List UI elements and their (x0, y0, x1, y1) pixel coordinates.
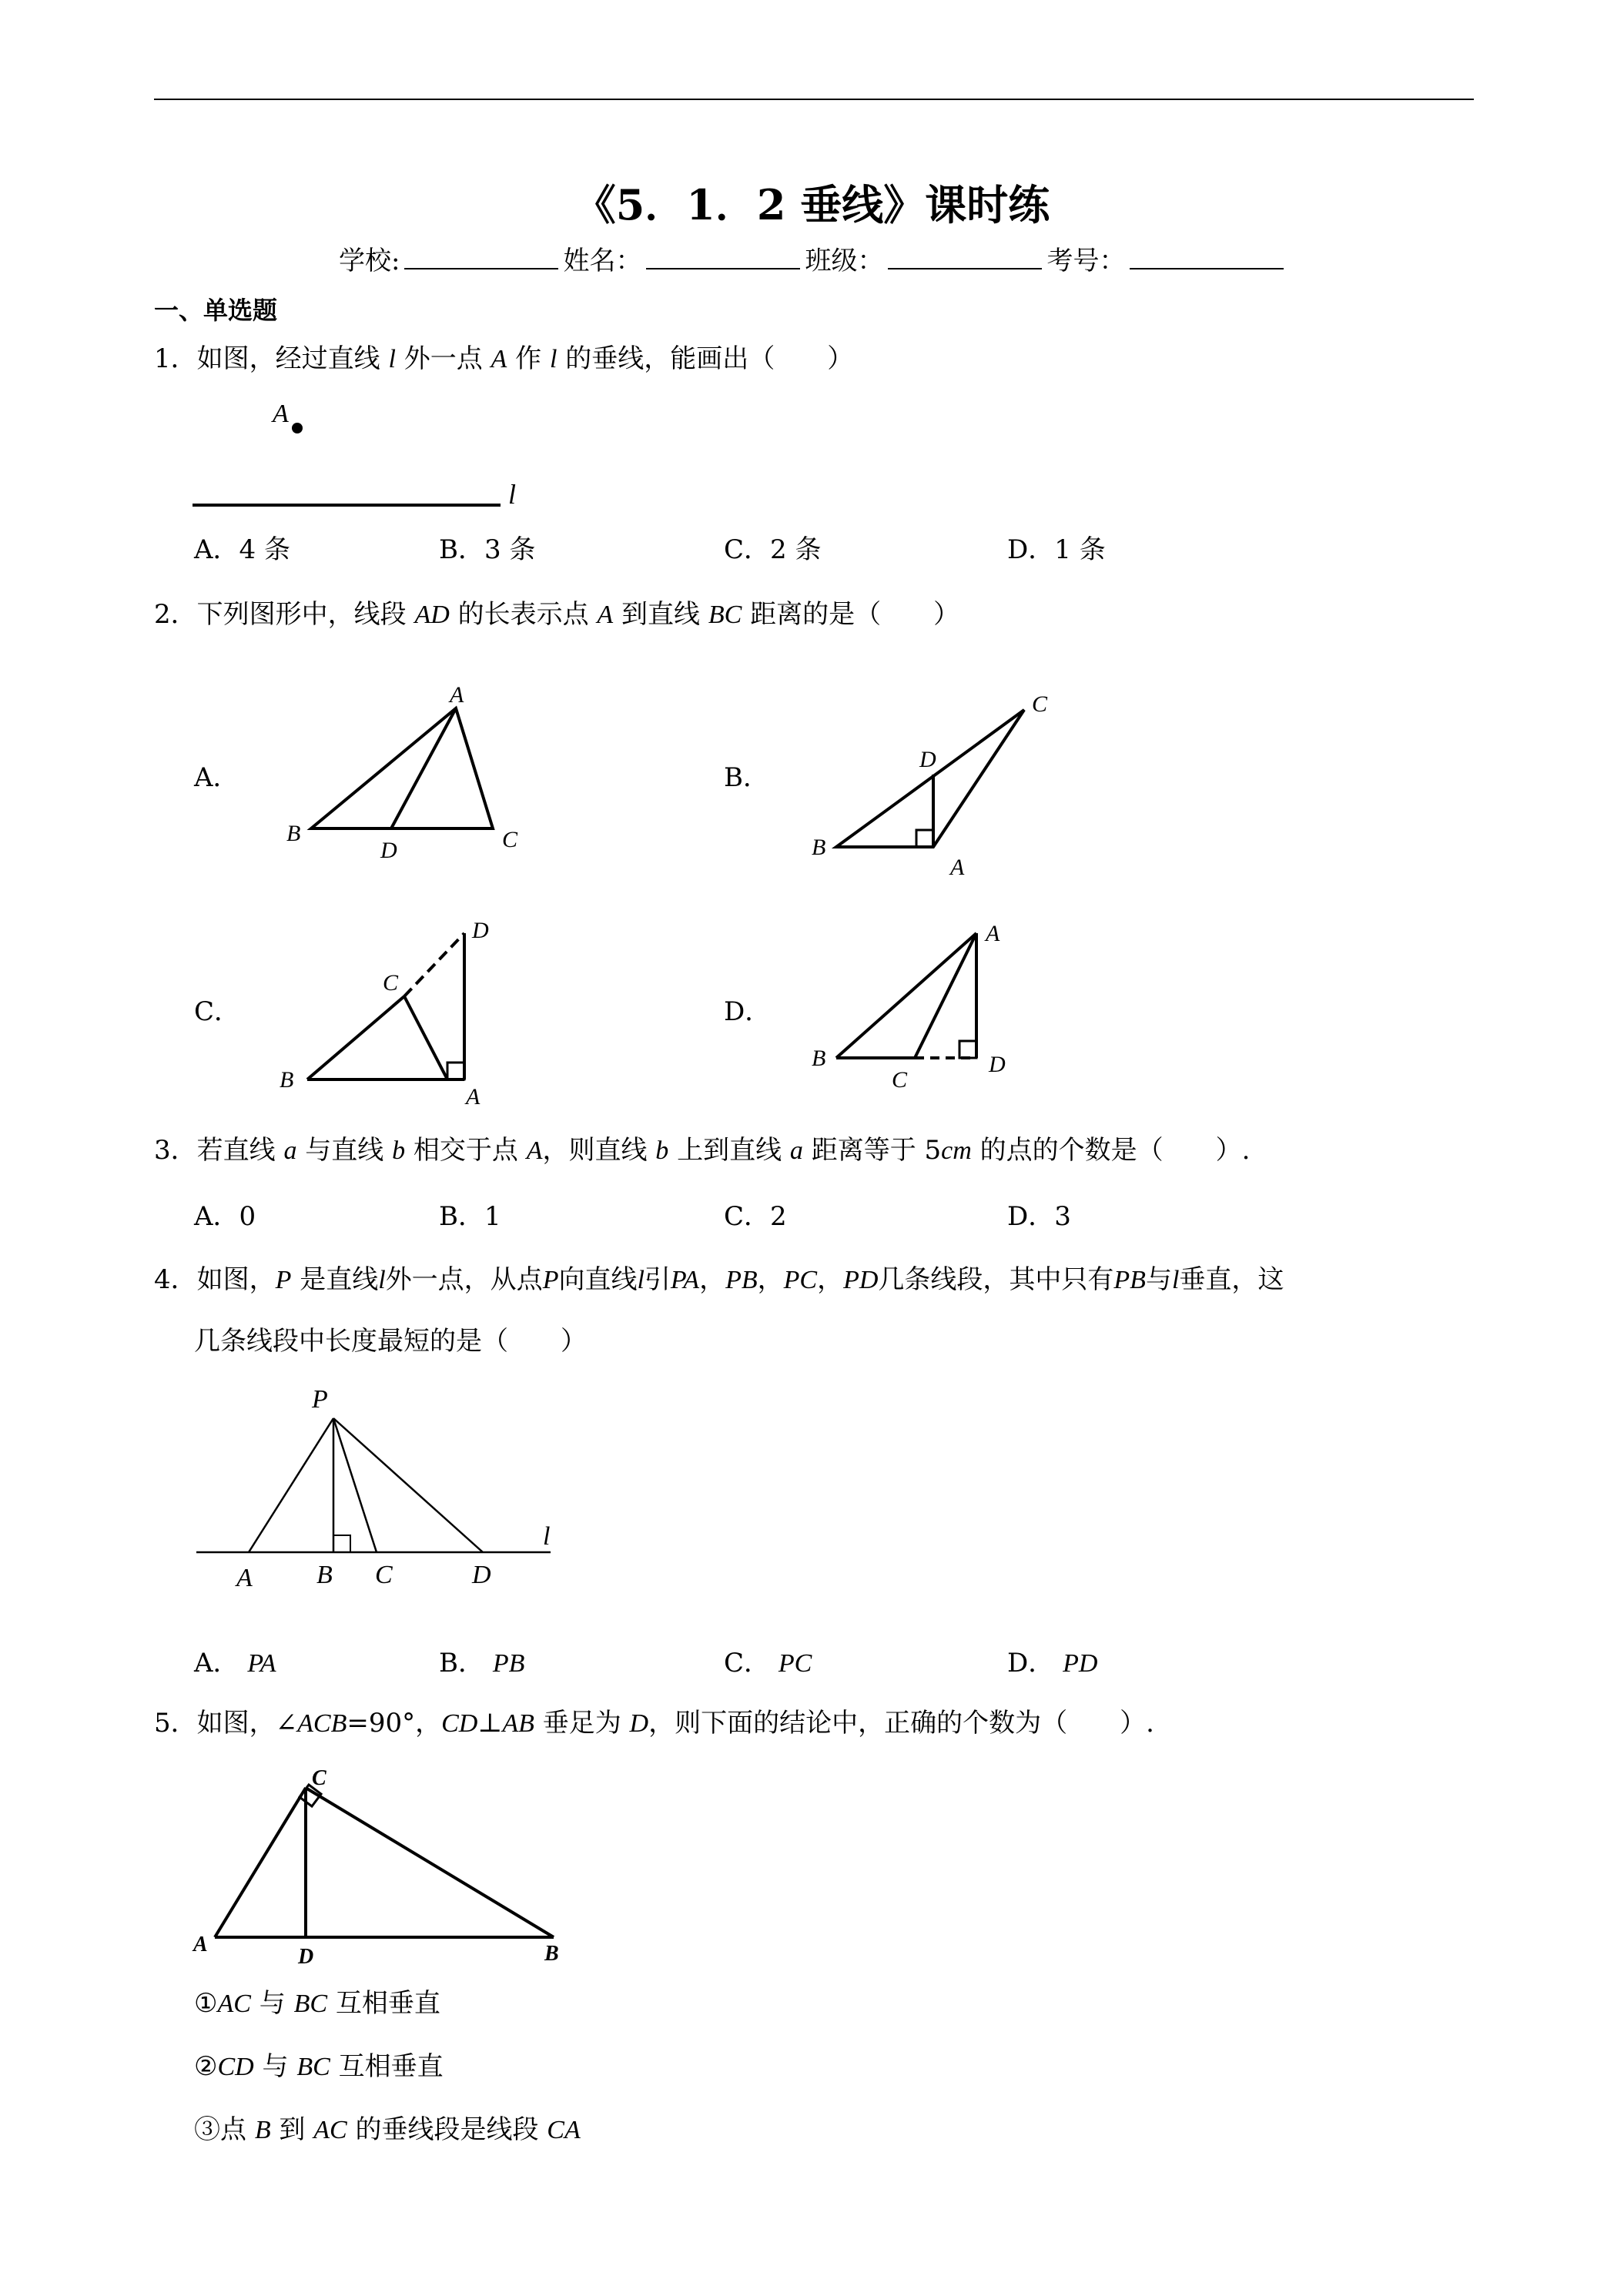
q3-t1: 若直线 (196, 1135, 284, 1166)
q5-s1-t2: 互相垂直 (327, 1988, 440, 2019)
q4-v2: l (378, 1266, 386, 1294)
q3-t3: 相交于点 (405, 1135, 527, 1166)
q1-figure (185, 393, 539, 516)
class-label: 班级： (805, 246, 884, 276)
q5-v3: AB (502, 1709, 534, 1738)
q4-option-d[interactable] (1007, 1648, 1097, 1679)
q2c-label-b: B (280, 1067, 294, 1093)
q5-label-d: D (298, 1945, 314, 1969)
q2b-label-a: A (950, 855, 965, 880)
q5-v1: ACB (297, 1709, 347, 1738)
q5-t2: =90°， (347, 1708, 442, 1739)
header-rule (154, 99, 1474, 100)
q5-s2-v1: CD (217, 2053, 254, 2081)
q1-v2: A (491, 345, 507, 373)
q4-label-l: l (543, 1522, 551, 1551)
q4-figure (189, 1378, 566, 1609)
q5-label-c: C (312, 1766, 326, 1790)
q4-t11: 垂直，这 (1179, 1264, 1284, 1295)
q4-t4: 向直线 (558, 1264, 638, 1295)
q5-v2: CD (441, 1709, 478, 1738)
q4-v5: PA (670, 1266, 700, 1294)
q4-option-b[interactable] (439, 1648, 524, 1679)
q1-v1: l (388, 345, 396, 373)
q4-t10: 与 (1145, 1264, 1172, 1295)
q5-s2-v2: BC (296, 2053, 330, 2081)
q5-s2-t1: 与 (253, 2051, 297, 2082)
q5-side-ac (215, 1788, 306, 1937)
q5-t4: 垂足为 (534, 1708, 630, 1739)
q4-right-angle (333, 1535, 350, 1552)
q4-label-p: P (312, 1385, 328, 1414)
q4-segment-pa (249, 1418, 333, 1552)
q2-v1: AD (414, 601, 450, 629)
section-heading: 一、单选题 (154, 296, 278, 325)
school-blank[interactable] (404, 245, 558, 269)
q4-option-a[interactable] (194, 1648, 276, 1679)
q2a-label-b: B (286, 821, 301, 846)
q2b-label-b: B (812, 835, 826, 860)
q2c-segment-ca (404, 996, 447, 1079)
q4-label-b: B (316, 1561, 333, 1589)
q2-option-b[interactable]: B． (724, 762, 769, 793)
school-label: 学校: (339, 246, 400, 276)
q1-t2: 外一点 (395, 343, 491, 374)
q1-line-l-label: l (508, 479, 517, 510)
class-blank[interactable] (888, 245, 1042, 269)
q5-s1-v2: BC (293, 1990, 328, 2018)
q2-option-a[interactable]: A． (194, 762, 239, 793)
q4-v8: PD (843, 1266, 879, 1294)
q4-option-c[interactable] (724, 1648, 812, 1679)
q3-t5: 上到直线 (668, 1135, 790, 1166)
q4-option-b-value: PB (492, 1649, 525, 1678)
q5-s3-v1: B (254, 2116, 271, 2144)
name-blank[interactable] (646, 245, 800, 269)
q4-option-a-value: PA (247, 1649, 276, 1678)
q4-label-a: A (236, 1564, 253, 1592)
q4-v1: P (275, 1266, 292, 1294)
q2d-label-a: A (986, 921, 1000, 946)
q4-t2: 是直线 (291, 1264, 379, 1295)
student-info-line (339, 245, 1288, 276)
q5-s3-v2: AC (313, 2116, 347, 2144)
q5-s3-v3: CA (547, 2116, 581, 2144)
q4-t7: ， (757, 1264, 784, 1295)
q4-t3: 外一点，从点 (385, 1264, 543, 1295)
q5-s3-mark: ③ (194, 2114, 220, 2145)
page-title: 《5．1．2 垂线》课时练 (574, 180, 1050, 229)
q4-text-line2: 几条线段中长度最短的是（ ） (194, 1326, 587, 1357)
q5-label-b: B (544, 1942, 559, 1966)
q5-t3: ⊥ (477, 1708, 503, 1739)
q2-t3: 到直线 (613, 599, 708, 630)
q5-statement-3 (194, 2114, 581, 2146)
q3-option-a[interactable]: A．0 (194, 1201, 256, 1232)
q4-v4: l (637, 1266, 645, 1294)
q4-v6: PB (725, 1266, 758, 1294)
q5-statement-1 (194, 1988, 440, 2020)
q4-option-c-letter: C． (724, 1648, 771, 1678)
q2d-label-c: C (892, 1067, 908, 1093)
q1-option-a[interactable]: A．4 条 (194, 534, 290, 565)
q5-side-cb (306, 1788, 554, 1937)
q2-v2: A (597, 601, 614, 629)
q2b-label-c: C (1032, 691, 1048, 717)
q1-text (154, 343, 853, 375)
q2c-label-a: A (466, 1084, 481, 1109)
q2b-triangle (836, 710, 1024, 847)
q4-option-d-letter: D． (1007, 1648, 1055, 1678)
q3-number: 3． (154, 1135, 197, 1166)
q3-v3: A (526, 1136, 543, 1165)
q2-v3: BC (708, 601, 742, 629)
q4-t8: ， (817, 1264, 844, 1295)
q5-v4: D (629, 1709, 649, 1738)
q5-number: 5． (154, 1708, 197, 1739)
q1-number: 1． (154, 343, 197, 374)
q4-option-c-value: PC (778, 1649, 812, 1678)
q3-v2: b (392, 1136, 406, 1165)
q1-v3: l (549, 345, 558, 373)
q3-v6: cm (941, 1136, 972, 1165)
q2a-label-d: D (380, 838, 397, 863)
q5-text (154, 1708, 1154, 1739)
q4-t5: 引 (644, 1264, 671, 1295)
q2-option-c[interactable]: C． (194, 996, 241, 1027)
q2c-side-bc (307, 996, 404, 1079)
q2d-label-d: D (989, 1052, 1006, 1077)
q2-figure-a (277, 678, 539, 870)
q2d-right-angle (959, 1041, 976, 1058)
q4-option-d-value: PD (1063, 1649, 1098, 1678)
q5-s3-t0: 点 (220, 2114, 255, 2145)
q2b-label-d: D (919, 747, 936, 772)
q5-statement-2 (194, 2051, 444, 2083)
q2-t2: 的长表示点 (449, 599, 598, 630)
q3-option-b[interactable]: B．1 (439, 1201, 501, 1232)
q3-option-d[interactable]: D．3 (1007, 1201, 1071, 1232)
q5-t1: 如图，∠ (196, 1708, 298, 1739)
q3-v1: a (283, 1136, 297, 1165)
q3-v5: a (789, 1136, 803, 1165)
q5-s1-t1: 与 (250, 1988, 294, 2019)
q2-option-d[interactable]: D． (724, 996, 772, 1027)
name-label: 姓名： (563, 246, 642, 276)
q3-v4: b (655, 1136, 669, 1165)
q5-figure (189, 1763, 574, 1971)
q5-t5: ，则下面的结论中，正确的个数为（ ）. (648, 1708, 1154, 1739)
q4-t9: 几条线段，其中只有 (878, 1264, 1114, 1295)
q3-option-c[interactable]: C．2 (724, 1201, 787, 1232)
q4-t6: ， (699, 1264, 726, 1295)
q4-v9: PB (1113, 1266, 1146, 1294)
q4-option-a-letter: A． (194, 1648, 239, 1678)
q2-figure-c (273, 916, 527, 1109)
q2d-label-b: B (812, 1046, 826, 1071)
q4-option-b-letter: B． (439, 1648, 484, 1678)
exam-label: 考号： (1046, 246, 1126, 276)
q1-option-d[interactable]: D．1 条 (1007, 534, 1106, 565)
q2a-label-c: C (502, 827, 518, 852)
q3-t7: 的点的个数是（ ）. (971, 1135, 1251, 1166)
q2-figure-d (801, 916, 1063, 1109)
q2c-label-c: C (383, 970, 399, 996)
q2c-dashed-cd (404, 933, 464, 996)
q2a-label-a: A (450, 682, 464, 708)
q3-t2: 与直线 (296, 1135, 393, 1166)
q4-label-c: C (375, 1561, 393, 1589)
q5-s2-t2: 互相垂直 (330, 2051, 444, 2082)
q2d-segment-ac (915, 933, 976, 1058)
q1-option-c[interactable]: C．2 条 (724, 534, 822, 565)
q2a-segment-ad (391, 708, 456, 828)
q5-s1-v1: AC (217, 1990, 251, 2018)
q2c-label-d: D (472, 918, 489, 943)
point-a-dot (292, 423, 303, 433)
q4-text-line1 (154, 1264, 1284, 1296)
exam-blank[interactable] (1130, 245, 1284, 269)
q4-v3: P (542, 1266, 559, 1294)
q4-t1: 如图， (196, 1264, 276, 1295)
q4-number: 4． (154, 1264, 197, 1295)
q2-t1: 下列图形中，线段 (196, 599, 415, 630)
q5-s2-mark: ② (194, 2051, 218, 2082)
q5-label-a: A (193, 1933, 208, 1956)
q2d-side-ba (836, 933, 976, 1058)
q1-t4: 的垂线，能画出（ ） (557, 343, 854, 374)
q3-t6: 距离等于 5 (802, 1135, 942, 1166)
q5-s3-t1: 到 (270, 2114, 314, 2145)
q1-point-a-label: A (273, 400, 289, 428)
q1-option-b[interactable]: B．3 条 (439, 534, 536, 565)
q2-t4: 距离的是（ ） (742, 599, 960, 630)
q4-v7: PC (783, 1266, 818, 1294)
q5-s3-t2: 的垂线段是线段 (347, 2114, 547, 2145)
q2c-right-angle (447, 1063, 464, 1079)
q2-figure-b (801, 685, 1078, 885)
q3-text (154, 1135, 1250, 1166)
q4-label-d: D (472, 1561, 491, 1589)
q2-text (154, 599, 959, 631)
q2-number: 2． (154, 599, 197, 630)
q4-v10: l (1171, 1266, 1180, 1294)
q1-t1: 如图，经过直线 (196, 343, 389, 374)
q5-s1-mark: ① (194, 1988, 218, 2019)
q3-t4: ，则直线 (542, 1135, 656, 1166)
q1-t3: 作 (507, 343, 550, 374)
q2b-right-angle (916, 830, 933, 847)
